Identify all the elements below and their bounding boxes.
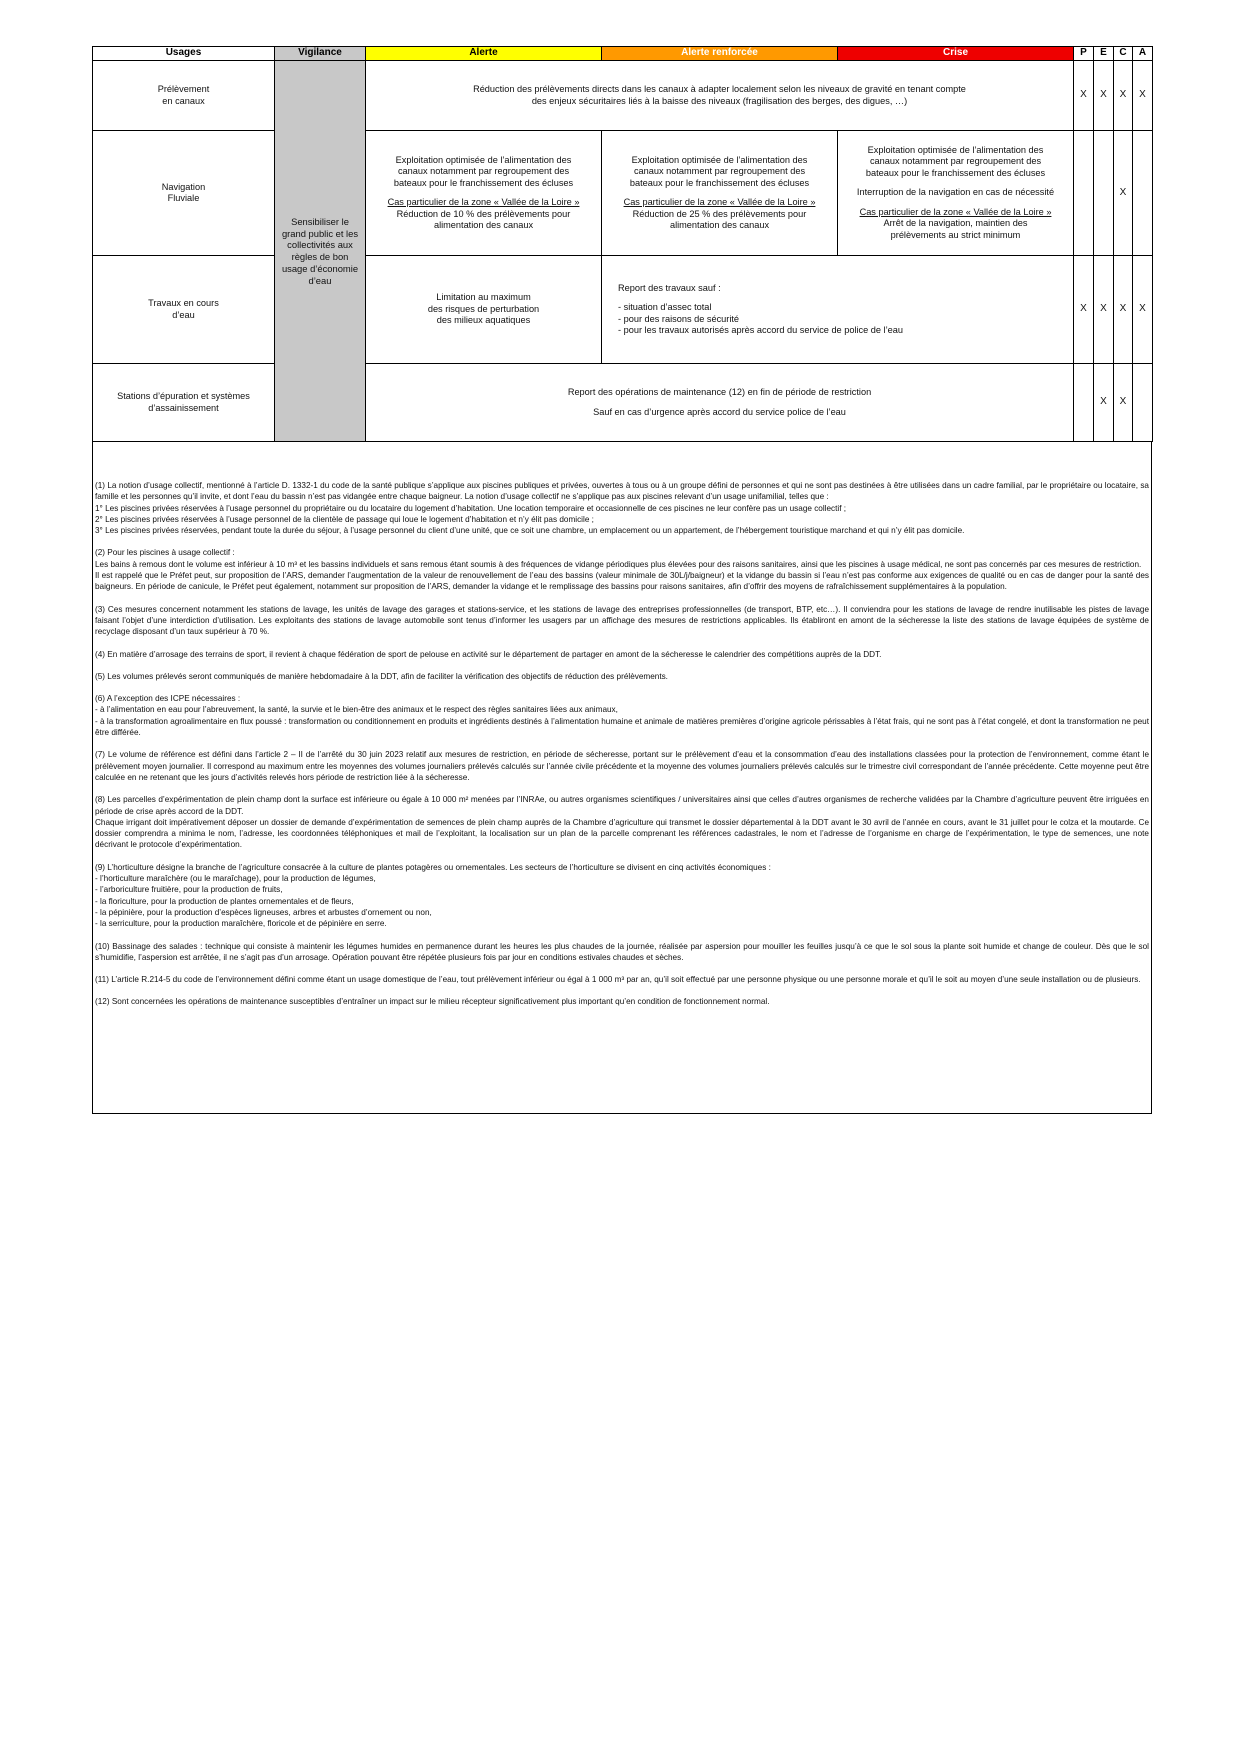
footnote-line: (3) Ces mesures concernent notamment les stations de lavage, les unités de lavage des garages et stations-service, et les stations de lavage des entreprises professionnelles (de transport, BTP, etc…). Il conviendra pour les stations de lavage de rendre inutilisable les pistes de lavage faisant l’objet d’une interdiction d’utilisation. Les exploitants des stations de lavage automobile sont tenus d’informer les usagers par un affichage des mesures de restrictions applicables. Ils établiront en amont de la sécheresse la liste des stations de lavage équipées de système de recyclage disposant d’un taux supérieur à 70 %. (95, 604, 1149, 637)
footnote-line: (11) L’article R.214-5 du code de l’environnement défini comme étant un usage domestique de l’eau, tout prélèvement inférieur ou égal à 1 000 m³ par an, qu’il soit effectué par une personne physique ou une personne morale et qu’il le soit au moyen d’une seule installation ou de plusieurs. (95, 975, 1141, 985)
usage-label: Navigation (161, 181, 206, 192)
footnote-line: - à la transformation agroalimentaire en flux poussé : transformation ou conditionnement en produits et ingrédients destinés à l’alimentation humaine et animale de matières premières d’origine agricole périssables à l’état frais, qui ne sont pas à l’état congelé, et dont la transformation ne peut être différée. (95, 716, 1149, 738)
measure-text: alimentation des canaux (669, 220, 770, 230)
flag-c: X (1114, 364, 1133, 442)
flag-e: X (1094, 256, 1114, 364)
measure-list-item: - pour les travaux autorisés après accord du service de police de l’eau (618, 325, 903, 335)
footnote (95, 547, 1149, 592)
special-zone-label: Cas particulier de la zone « Vallée de la Loire » (623, 197, 816, 207)
header-crise: Crise (838, 47, 1074, 61)
usage-label: d’eau (172, 309, 195, 320)
footnote-line: (10) Bassinage des salades : technique qui consiste à maintenir les légumes humides en permanence durant les heures les plus chaudes de la journée, réalisée par aspersion pour mouiller les feuilles jusqu’à ce que le sol sous la plante soit humide et change de couleur. Dès que le sol s’humidifie, l’aspersion est arrêtée, il ne s’agit pas d’un arrosage. Opération pouvant être répétée plusieurs fois par jour en conditions estivales chaudes et sèches. (95, 941, 1149, 962)
measure-list-item: - situation d’assec total (618, 302, 712, 312)
restriction-table (92, 46, 1153, 442)
footnote-line: - à l’alimentation en eau pour l’abreuvement, la santé, la survie et le bien-être des animaux et le respect des règles sanitaires liées aux animaux, (95, 705, 618, 715)
special-zone-label: Cas particulier de la zone « Vallée de la Loire » (387, 197, 580, 207)
vigilance-text: Sensibiliser le grand public et les collectivités aux règles de bon usage d’économie d’eau (281, 215, 359, 286)
footnote-line: (2) Pour les piscines à usage collectif : (95, 548, 235, 558)
flag-a: X (1133, 256, 1153, 364)
footnote-line: (5) Les volumes prélevés seront communiqués de manière hebdomadaire à la DDT, afin de faciliter la vérification des objectifs de réduction des prélèvements. (95, 671, 668, 681)
usage-cell (93, 364, 275, 442)
measure-text: Sauf en cas d’urgence après accord du service police de l’eau (593, 406, 846, 417)
vigilance-cell (275, 61, 366, 442)
footnote-line: - l’arboriculture fruitière, pour la production de fruits, (95, 885, 283, 895)
header-row (93, 47, 1153, 61)
footnote (95, 862, 1149, 930)
measure-cell-alerte (366, 131, 602, 256)
header-a: A (1133, 47, 1153, 61)
table-row-navigation (93, 131, 1153, 256)
usage-cell (93, 256, 275, 364)
footnote (95, 749, 1149, 783)
flag-a (1133, 131, 1153, 256)
usage-cell (93, 61, 275, 131)
footnote-line: 2° Les piscines privées réservées à l’usage personnel de la clientèle de passage qui loue le logement d’habitation et n’y élit pas domicile ; (95, 514, 594, 524)
measure-text: canaux notamment par regroupement des (633, 166, 806, 176)
footnote-line: (7) Le volume de référence est défini dans l’article 2 – II de l’arrêté du 30 juin 2023 relatif aux mesures de restriction, en période de sécheresse, portant sur le prélèvement d’eau et la consommation d’eau des installations classées pour la protection de l’environnement, comme étant le prélèvement moyen journalier. Il correspond au maximum entre les moyennes des volumes journaliers prélevés calculés sur l’année civile précédente et la moyenne des volumes journaliers prélevés calculés sur le trimestre civil correspondant de l’année précédente. Cette moyenne peut être calculée en ne retenant que les jours d’activités relevés hors période de restriction liée à la sécheresse. (95, 750, 1149, 782)
footnote-line: (1) La notion d’usage collectif, mentionné à l’article D. 1332-1 du code de la santé publique s’applique aux piscines publiques et privées, ouvertes à tous ou à un groupe défini de personnes et qui ne sont pas destinées à être utilisées dans un cadre familial, par le propriétaire ou locataire, sa famille et les personnes qu’il invite, et dont l’eau du bassin n’est pas vidangée entre chaque baigneur. La notion d’usage collectif ne s’applique pas aux piscines relevant d’un usage unifamilial, telles que : (95, 481, 1149, 502)
measure-text: canaux notamment par regroupement des (397, 166, 570, 176)
measure-cell-crise (838, 131, 1074, 256)
measure-text: Interruption de la navigation en cas de nécessité (856, 187, 1055, 198)
measure-text: Réduction de 25 % des prélèvements pour (632, 208, 807, 219)
footnote (95, 604, 1149, 638)
footnote (95, 693, 1149, 738)
measure-list-item: - pour des raisons de sécurité (618, 313, 740, 324)
measure-text: prélèvements au strict minimum (890, 229, 1021, 240)
measure-cell-alerte (366, 256, 602, 364)
measure-text: Exploitation optimisée de l’alimentation des (867, 144, 1044, 155)
table-row-travaux (93, 256, 1153, 364)
measure-text: bateaux pour le franchissement des écluses (865, 167, 1046, 178)
flag-e: X (1094, 61, 1114, 131)
footnotes (92, 442, 1152, 1114)
footnote (95, 974, 1149, 985)
footnote-line: Il est rappelé que le Préfet peut, sur proposition de l’ARS, demander l’augmentation de la valeur de renouvellement de l’eau des bassins (valeur minimale de 30L/j/baigneur) et la vidange du bassin si l’eau n’est pas conforme aux exigences de qualité ou en cas de danger pour la santé des baigneurs. En période de canicule, le Préfet peut également, notamment sur proposition de l’ARS, demander la vidange et le remplissage des bassins pour raisons sanitaires, afin d’offrir des moyens de rafraîchissement supplémentaires à la population. (95, 571, 1149, 592)
measure-text: bateaux pour le franchissement des écluses (629, 177, 810, 188)
flag-e: X (1094, 364, 1114, 442)
footnote-line: - la serriculture, pour la production maraîchère, floricole et de pépinière en serre. (95, 919, 387, 929)
usage-label: en canaux (162, 95, 205, 106)
measure-text: des enjeux sécuritaires liés à la baisse des niveaux (fragilisation des berges, des digues, …) (531, 95, 908, 106)
footnote-line: (9) L’horticulture désigne la branche de l’agriculture consacrée à la culture de plantes potagères ou ornementales. Les secteurs de l’horticulture se divisent en cinq activités économiques : (95, 862, 771, 872)
footnote-line: (12) Sont concernées les opérations de maintenance susceptibles d’entraîner un impact sur le milieu récepteur significativement plus important qu’en condition de fonctionnement normal. (95, 997, 770, 1007)
measure-text: Arrêt de la navigation, maintien des (883, 218, 1028, 229)
footnote-line: (8) Les parcelles d’expérimentation de plein champ dont la surface est inférieure ou égale à 10 000 m² menées par l’INRAe, ou autres organismes scientifiques / universitaires ainsi que celles d’autres organismes de recherche validées par la Chambre d’agriculture peuvent être irriguées en période de crise après accord de la DDT. (95, 795, 1149, 816)
flag-c: X (1114, 61, 1133, 131)
measure-text: canaux notamment par regroupement des (869, 156, 1042, 167)
usage-label: d’assainissement (148, 402, 219, 413)
header-alerte: Alerte (366, 47, 602, 61)
flag-p: X (1074, 61, 1094, 131)
header-vigilance: Vigilance (275, 47, 366, 61)
header-e: E (1094, 47, 1114, 61)
footnote (95, 649, 1149, 660)
footnote-line: - l’horticulture maraîchère (ou le maraîchage), pour la production de légumes, (95, 874, 376, 884)
flag-a (1133, 364, 1153, 442)
flag-c: X (1114, 256, 1133, 364)
footnote (95, 794, 1149, 850)
header-c: C (1114, 47, 1133, 61)
document-frame (92, 46, 1152, 1114)
measure-text: Report des travaux sauf : (618, 282, 721, 293)
footnote-line: (4) En matière d’arrosage des terrains de sport, il revient à chaque fédération de sport de pelouse en activité sur le département de partager en amont de la sécheresse le calendrier des compétitions auprès de la DDT. (95, 649, 882, 659)
table-row-prelevement (93, 61, 1153, 131)
special-zone-label: Cas particulier de la zone « Vallée de la Loire » (859, 206, 1052, 217)
measure-text: Exploitation optimisée de l’alimentation des (395, 154, 572, 165)
measure-cell (366, 61, 1074, 131)
measure-cell (366, 364, 1074, 442)
footnote (95, 941, 1149, 964)
measure-text: Limitation au maximum (436, 292, 531, 303)
measure-text: Report des opérations de maintenance (12) en fin de période de restriction (567, 387, 872, 397)
measure-text: Réduction de 10 % des prélèvements pour (396, 208, 571, 219)
footnote-line: (6) A l’exception des ICPE nécessaires : (95, 694, 241, 704)
measure-cell-alerte-renforcee (602, 131, 838, 256)
flag-p: X (1074, 256, 1094, 364)
flag-e (1094, 131, 1114, 256)
measure-text: des milieux aquatiques (436, 315, 531, 326)
usage-label: Prélèvement (157, 84, 210, 94)
header-p: P (1074, 47, 1094, 61)
measure-text: bateaux pour le franchissement des écluses (393, 177, 574, 188)
flag-p (1074, 364, 1094, 442)
flag-c: X (1114, 131, 1133, 256)
footnote-line: - la floriculture, pour la production de plantes ornementales et de fleurs, (95, 896, 354, 906)
footnote (95, 996, 1149, 1007)
header-usages: Usages (93, 47, 275, 61)
footnote (95, 480, 1149, 536)
flag-p (1074, 131, 1094, 256)
header-alerte-renforcee: Alerte renforcée (602, 47, 838, 61)
measure-text: alimentation des canaux (433, 220, 534, 230)
footnote (95, 671, 1149, 682)
table-row-stations (93, 364, 1153, 442)
measure-text: Exploitation optimisée de l’alimentation des (631, 154, 808, 165)
footnote-line: 3° Les piscines privées réservées, pendant toute la durée du séjour, à l’usage personnel du client d’une unité, que ce soit une chambre, un emplacement ou un appartement, de l’hébergement touristique marchand et qui n’y élit pas domicile. (95, 526, 965, 536)
measure-text: des risques de perturbation (427, 303, 540, 314)
measure-text: Réduction des prélèvements directs dans les canaux à adapter localement selon les niveaux de gravité en tenant compte (473, 84, 966, 94)
footnote-line: Chaque irrigant doit impérativement déposer un dossier de demande d’expérimentation de semences de plein champ auprès de la Chambre d’agriculture qui transmet le dossier départemental à la DDT avant le 30 avril de l’année en cours, avant le 31 juillet pour le colza et la moutarde. Ce dossier comprendra a minima le nom, l’adresse, les coordonnées téléphoniques et mail de l’exploitant, la localisation sur un plan de la parcelle comprenant les références cadastrales, le nom et l’adresse de l’organisme en charge de l’expérimentation, le type de semences, une note décrivant le protocole d’expérimentation. (95, 817, 1149, 850)
footnote-line: 1° Les piscines privées réservées à l’usage personnel du propriétaire ou du locataire du logement d’habitation. Une location temporaire et occasionnelle de ces piscines ne leur confère pas un usage collectif ; (95, 503, 847, 513)
measure-cell-report (602, 256, 1074, 364)
flag-a: X (1133, 61, 1153, 131)
footnote-line: Les bains à remous dont le volume est inférieur à 10 m³ et les bassins individuels et sans remous étant soumis à des fréquences de vidange périodiques plus élevées pour des raisons sanitaires, ainsi que les piscines à usage médical, ne sont pas concernés par ces mesures de restriction. (95, 559, 1142, 569)
usage-label: Travaux en cours (148, 298, 219, 308)
usage-label: Stations d’épuration et systèmes (117, 391, 250, 401)
usage-label: Fluviale (167, 193, 200, 203)
usage-cell (93, 131, 275, 256)
footnote-line: - la pépinière, pour la production d’espèces ligneuses, arbres et arbustes d’ornement ou non, (95, 907, 432, 917)
